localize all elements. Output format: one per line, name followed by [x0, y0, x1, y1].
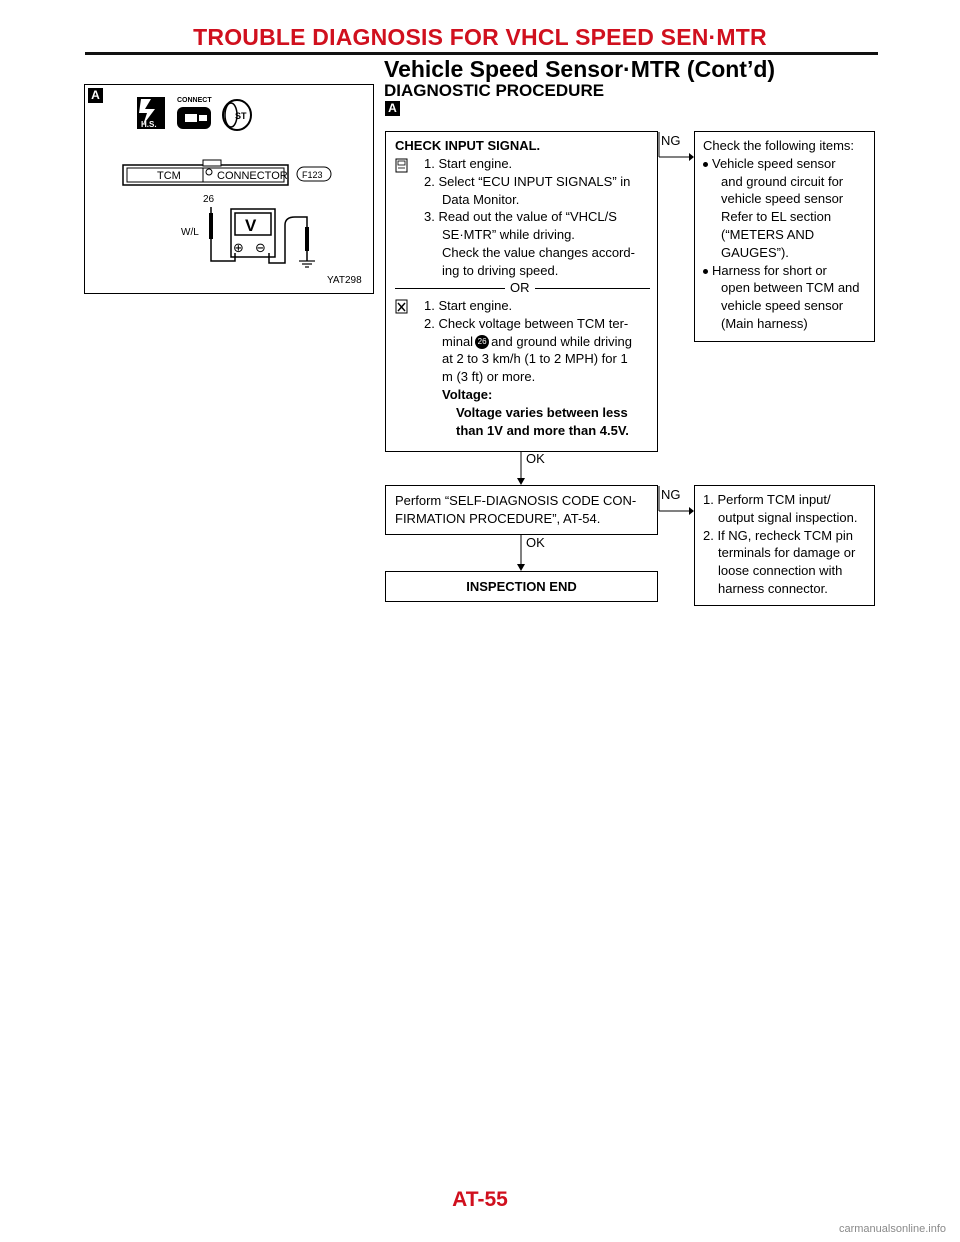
terminal-number: 26 [203, 194, 215, 205]
ignition-key-icon [223, 100, 251, 130]
tester-step-1: 1. Start engine. [424, 298, 513, 313]
consult-step-2: 2. Select “ECU INPUT SIGNALS” in [424, 173, 631, 189]
ng1-item1-line6: GAUGES”). [721, 244, 789, 260]
step1-title: CHECK INPUT SIGNAL. [395, 138, 541, 153]
tester-step-2b [386, 333, 659, 351]
ng2-line6: harness connector. [718, 580, 828, 596]
ng2-label: NG [661, 487, 681, 502]
voltage-spec-1: Voltage varies between less [456, 404, 628, 420]
connect-icon [177, 97, 212, 129]
consult-step-3b: SE·MTR” while driving. [442, 227, 575, 243]
header-rule [85, 52, 878, 55]
ng2-line2: output signal inspection. [718, 509, 858, 525]
figure-marker-a: A [88, 88, 103, 103]
wire-color: W/L [181, 227, 199, 238]
ng1-item2-line2: open between TCM and [721, 280, 860, 296]
ng2-line5: loose connection with [718, 563, 843, 579]
ng1-item2-line4: (Main harness) [721, 315, 808, 331]
voltage-spec-2: than 1V and more than 4.5V. [456, 422, 629, 438]
inspection-end-box [385, 571, 658, 602]
consult-step-3: 3. Read out the value of “VHCL/S [424, 209, 617, 225]
page-number: AT-55 [452, 1188, 508, 1211]
wiring-illustration [85, 85, 375, 295]
self-diagnosis-box [385, 485, 658, 535]
step2-line1: Perform “SELF-DIAGNOSIS CODE CON- [395, 493, 637, 508]
ng1-item1-line2: and ground circuit for [721, 173, 844, 189]
st-label: ST [235, 111, 247, 121]
ng1-intro: Check the following items: [703, 138, 855, 153]
tcm-label: TCM [157, 170, 181, 182]
ng1-item2-line1: Harness for short or [712, 262, 827, 278]
ng1-check-items-box [694, 131, 875, 342]
voltage-label: Voltage: [442, 386, 493, 402]
figure-id: YAT298 [327, 275, 362, 286]
consult-step-2b: Data Monitor. [442, 191, 520, 207]
model-marker-a: A [385, 101, 400, 116]
inspection-end-label: INSPECTION END [466, 579, 577, 594]
ng1-label: NG [661, 133, 681, 148]
section-title: TROUBLE DIAGNOSIS FOR VHCL SPEED SEN·MTR [193, 24, 767, 50]
voltmeter-label: V [245, 216, 257, 235]
connector-diagram [84, 84, 374, 294]
tester-step-2b-rest: and ground while driving [491, 333, 633, 349]
ng1-item1-line3: vehicle speed sensor [721, 191, 844, 207]
page-subtitle: Vehicle Speed Sensor·MTR (Cont’d) [384, 56, 776, 82]
or-label: OR [505, 279, 535, 297]
connector-label: CONNECTOR [217, 170, 288, 182]
consult-step-1: 1. Start engine. [424, 156, 513, 171]
ng1-item1-line1: Vehicle speed sensor [712, 155, 836, 171]
procedure-heading: DIAGNOSTIC PROCEDURE [384, 81, 605, 100]
tester-step-2d: m (3 ft) or more. [442, 369, 536, 385]
tester-step-2: 2. Check voltage between TCM ter- [424, 315, 629, 331]
minal-prefix: minal [442, 333, 474, 349]
tester-step-2c: at 2 to 3 km/h (1 to 2 MPH) for 1 [442, 351, 628, 367]
hs-label: H.S. [141, 120, 157, 129]
ng1-item1-line4: Refer to EL section [721, 209, 832, 225]
terminal-26-badge: 26 [475, 335, 489, 349]
check-input-signal-box [385, 131, 658, 452]
ng2-line1: 1. Perform TCM input/ [703, 492, 831, 507]
minus-terminal: ⊖ [255, 241, 266, 256]
step2-line2: FIRMATION PROCEDURE”, AT-54. [395, 510, 601, 526]
watermark: carmanualsonline.info [838, 1223, 946, 1235]
plus-terminal: ⊕ [233, 241, 244, 256]
ng1-item1-line5: (“METERS AND [721, 226, 815, 242]
hs-icon [137, 97, 165, 129]
ng2-line3: 2. If NG, recheck TCM pin [703, 527, 854, 543]
bullet-icon [703, 162, 708, 167]
ok1-label: OK [526, 451, 545, 466]
consult-step-3d: ing to driving speed. [442, 262, 559, 278]
connector-id: F123 [302, 170, 323, 180]
ng1-item2-line3: vehicle speed sensor [721, 298, 844, 314]
bullet-icon [703, 269, 708, 274]
ok2-label: OK [526, 535, 545, 550]
consult-step-3c: Check the value changes accord- [442, 244, 635, 260]
connect-label: CONNECT [177, 97, 212, 104]
ng2-line4: terminals for damage or [718, 545, 856, 561]
ng2-tcm-inspection-box [694, 485, 875, 606]
